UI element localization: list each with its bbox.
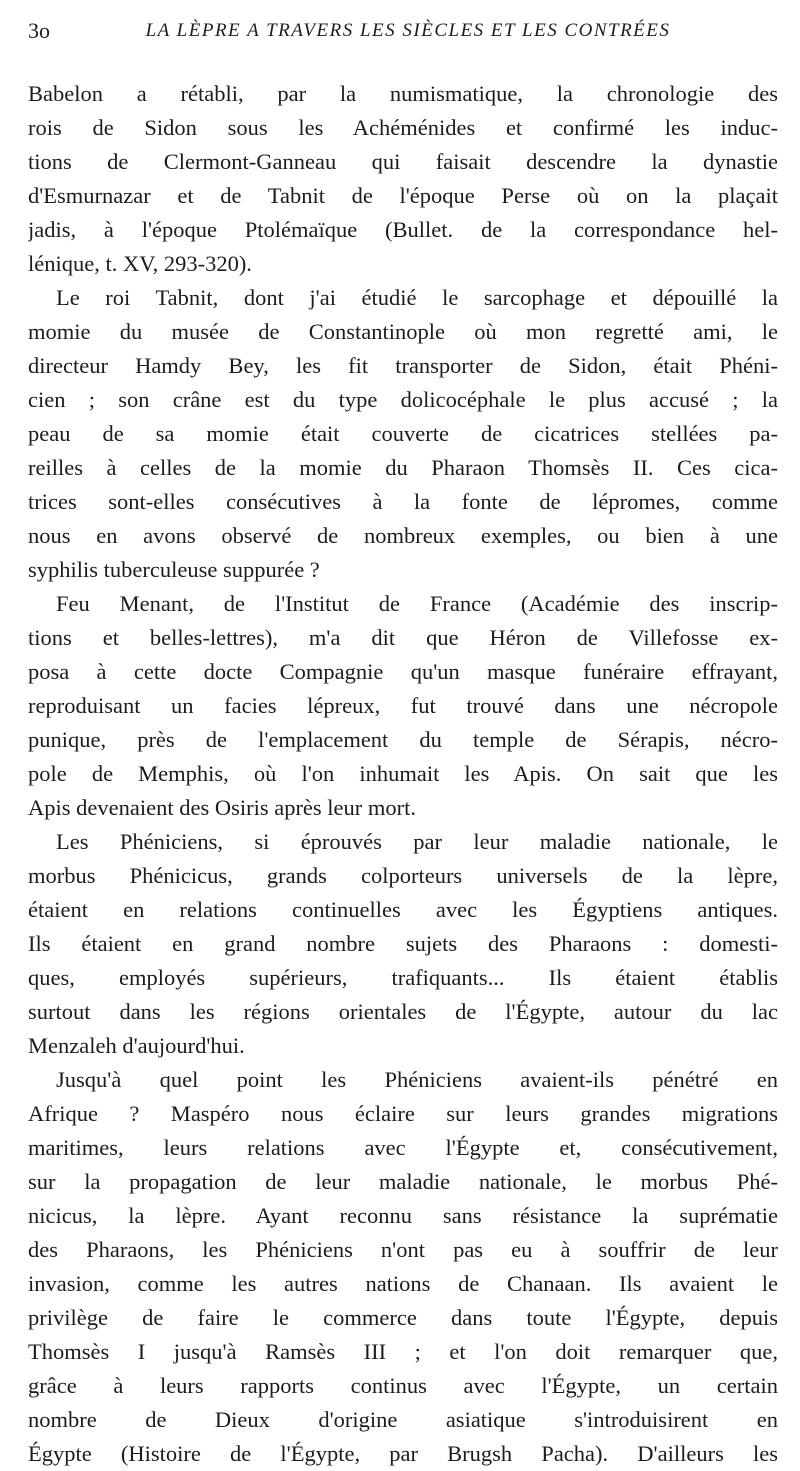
text-line: ques, employés supérieurs, trafiquants... Ils étaient établis [28,965,778,990]
text-line: reilles à celles de la momie du Pharaon Thomsès II. Ces cica- [28,455,778,480]
text-line: grâce à leurs rapports continus avec l'Égypte, un certain [28,1373,778,1398]
text-line: des Pharaons, les Phéniciens n'ont pas eu à souffrir de leur [28,1237,778,1262]
text-line: Feu Menant, de l'Institut de France (Académie des inscrip- [56,591,778,616]
page-header [28,14,788,48]
text-line: Jusqu'à quel point les Phéniciens avaient-ils pénétré en [56,1067,778,1092]
text-line: nous en avons observé de nombreux exemples, ou bien à une [28,523,778,548]
text-line: Thomsès I jusqu'à Ramsès III ; et l'on doit remarquer que, [28,1339,778,1364]
text-line: nicicus, la lèpre. Ayant reconnu sans résistance la suprématie [28,1203,778,1228]
text-line: morbus Phénicicus, grands colporteurs universels de la lèpre, [28,863,778,888]
text-line: nombre de Dieux d'origine asiatique s'introduisirent en [28,1407,778,1432]
text-line: pole de Memphis, où l'on inhumait les Apis. On sait que les [28,761,778,786]
text-line: invasion, comme les autres nations de Chanaan. Ils avaient le [28,1271,778,1296]
text-line: rois de Sidon sous les Achéménides et confirmé les induc- [28,115,778,140]
text-line: surtout dans les régions orientales de l'Égypte, autour du lac [28,999,778,1024]
body-text [28,77,778,1471]
text-line: étaient en relations continuelles avec les Égyptiens antiques. [28,897,778,922]
text-line: directeur Hamdy Bey, les fit transporter de Sidon, était Phéni- [28,353,778,378]
text-line: d'Esmurnazar et de Tabnit de l'époque Perse où on la plaçait [28,183,778,208]
text-line: momie du musée de Constantinople où mon regretté ami, le [28,319,778,344]
text-line: Babelon a rétabli, par la numismatique, la chronologie des [28,81,778,106]
text-line: tions de Clermont-Ganneau qui faisait descendre la dynastie [28,149,778,174]
text-line: Afrique ? Maspéro nous éclaire sur leurs grandes migrations [28,1101,778,1126]
text-line: tions et belles-lettres), m'a dit que Héron de Villefosse ex- [28,625,778,650]
text-line: trices sont-elles consécutives à la fonte de lépromes, comme [28,489,778,514]
text-line: lénique, t. XV, 293-320). [28,251,252,276]
text-line: privilège de faire le commerce dans toute l'Égypte, depuis [28,1305,778,1330]
text-line: Apis devenaient des Osiris après leur mort. [28,795,417,820]
text-line: peau de sa momie était couverte de cicatrices stellées pa- [28,421,778,446]
text-line: sur la propagation de leur maladie nationale, le morbus Phé- [28,1169,778,1194]
text-line: jadis, à l'époque Ptolémaïque (Bullet. de la correspondance hel- [28,217,778,242]
text-line: maritimes, leurs relations avec l'Égypte et, consécutivement, [28,1135,778,1160]
text-line: punique, près de l'emplacement du temple de Sérapis, nécro- [28,727,778,752]
text-line: Ils étaient en grand nombre sujets des Pharaons : domesti- [28,931,778,956]
text-line: Menzaleh d'aujourd'hui. [28,1033,245,1058]
text-line: Égypte (Histoire de l'Égypte, par Brugsh Pacha). D'ailleurs les [28,1441,778,1466]
page-number: 3o [28,18,50,43]
text-line: Le roi Tabnit, dont j'ai étudié le sarcophage et dépouillé la [56,285,778,310]
text-line: posa à cette docte Compagnie qu'un masque funéraire effrayant, [28,659,778,684]
text-line: cien ; son crâne est du type dolicocéphale le plus accusé ; la [28,387,778,412]
running-title: LA LÈPRE A TRAVERS LES SIÈCLES ET LES CONTRÉES [145,20,671,41]
text-line: reproduisant un facies lépreux, fut trouvé dans une nécropole [28,693,778,718]
text-line: Les Phéniciens, si éprouvés par leur maladie nationale, le [56,829,778,854]
text-line: syphilis tuberculeuse suppurée ? [28,557,320,582]
